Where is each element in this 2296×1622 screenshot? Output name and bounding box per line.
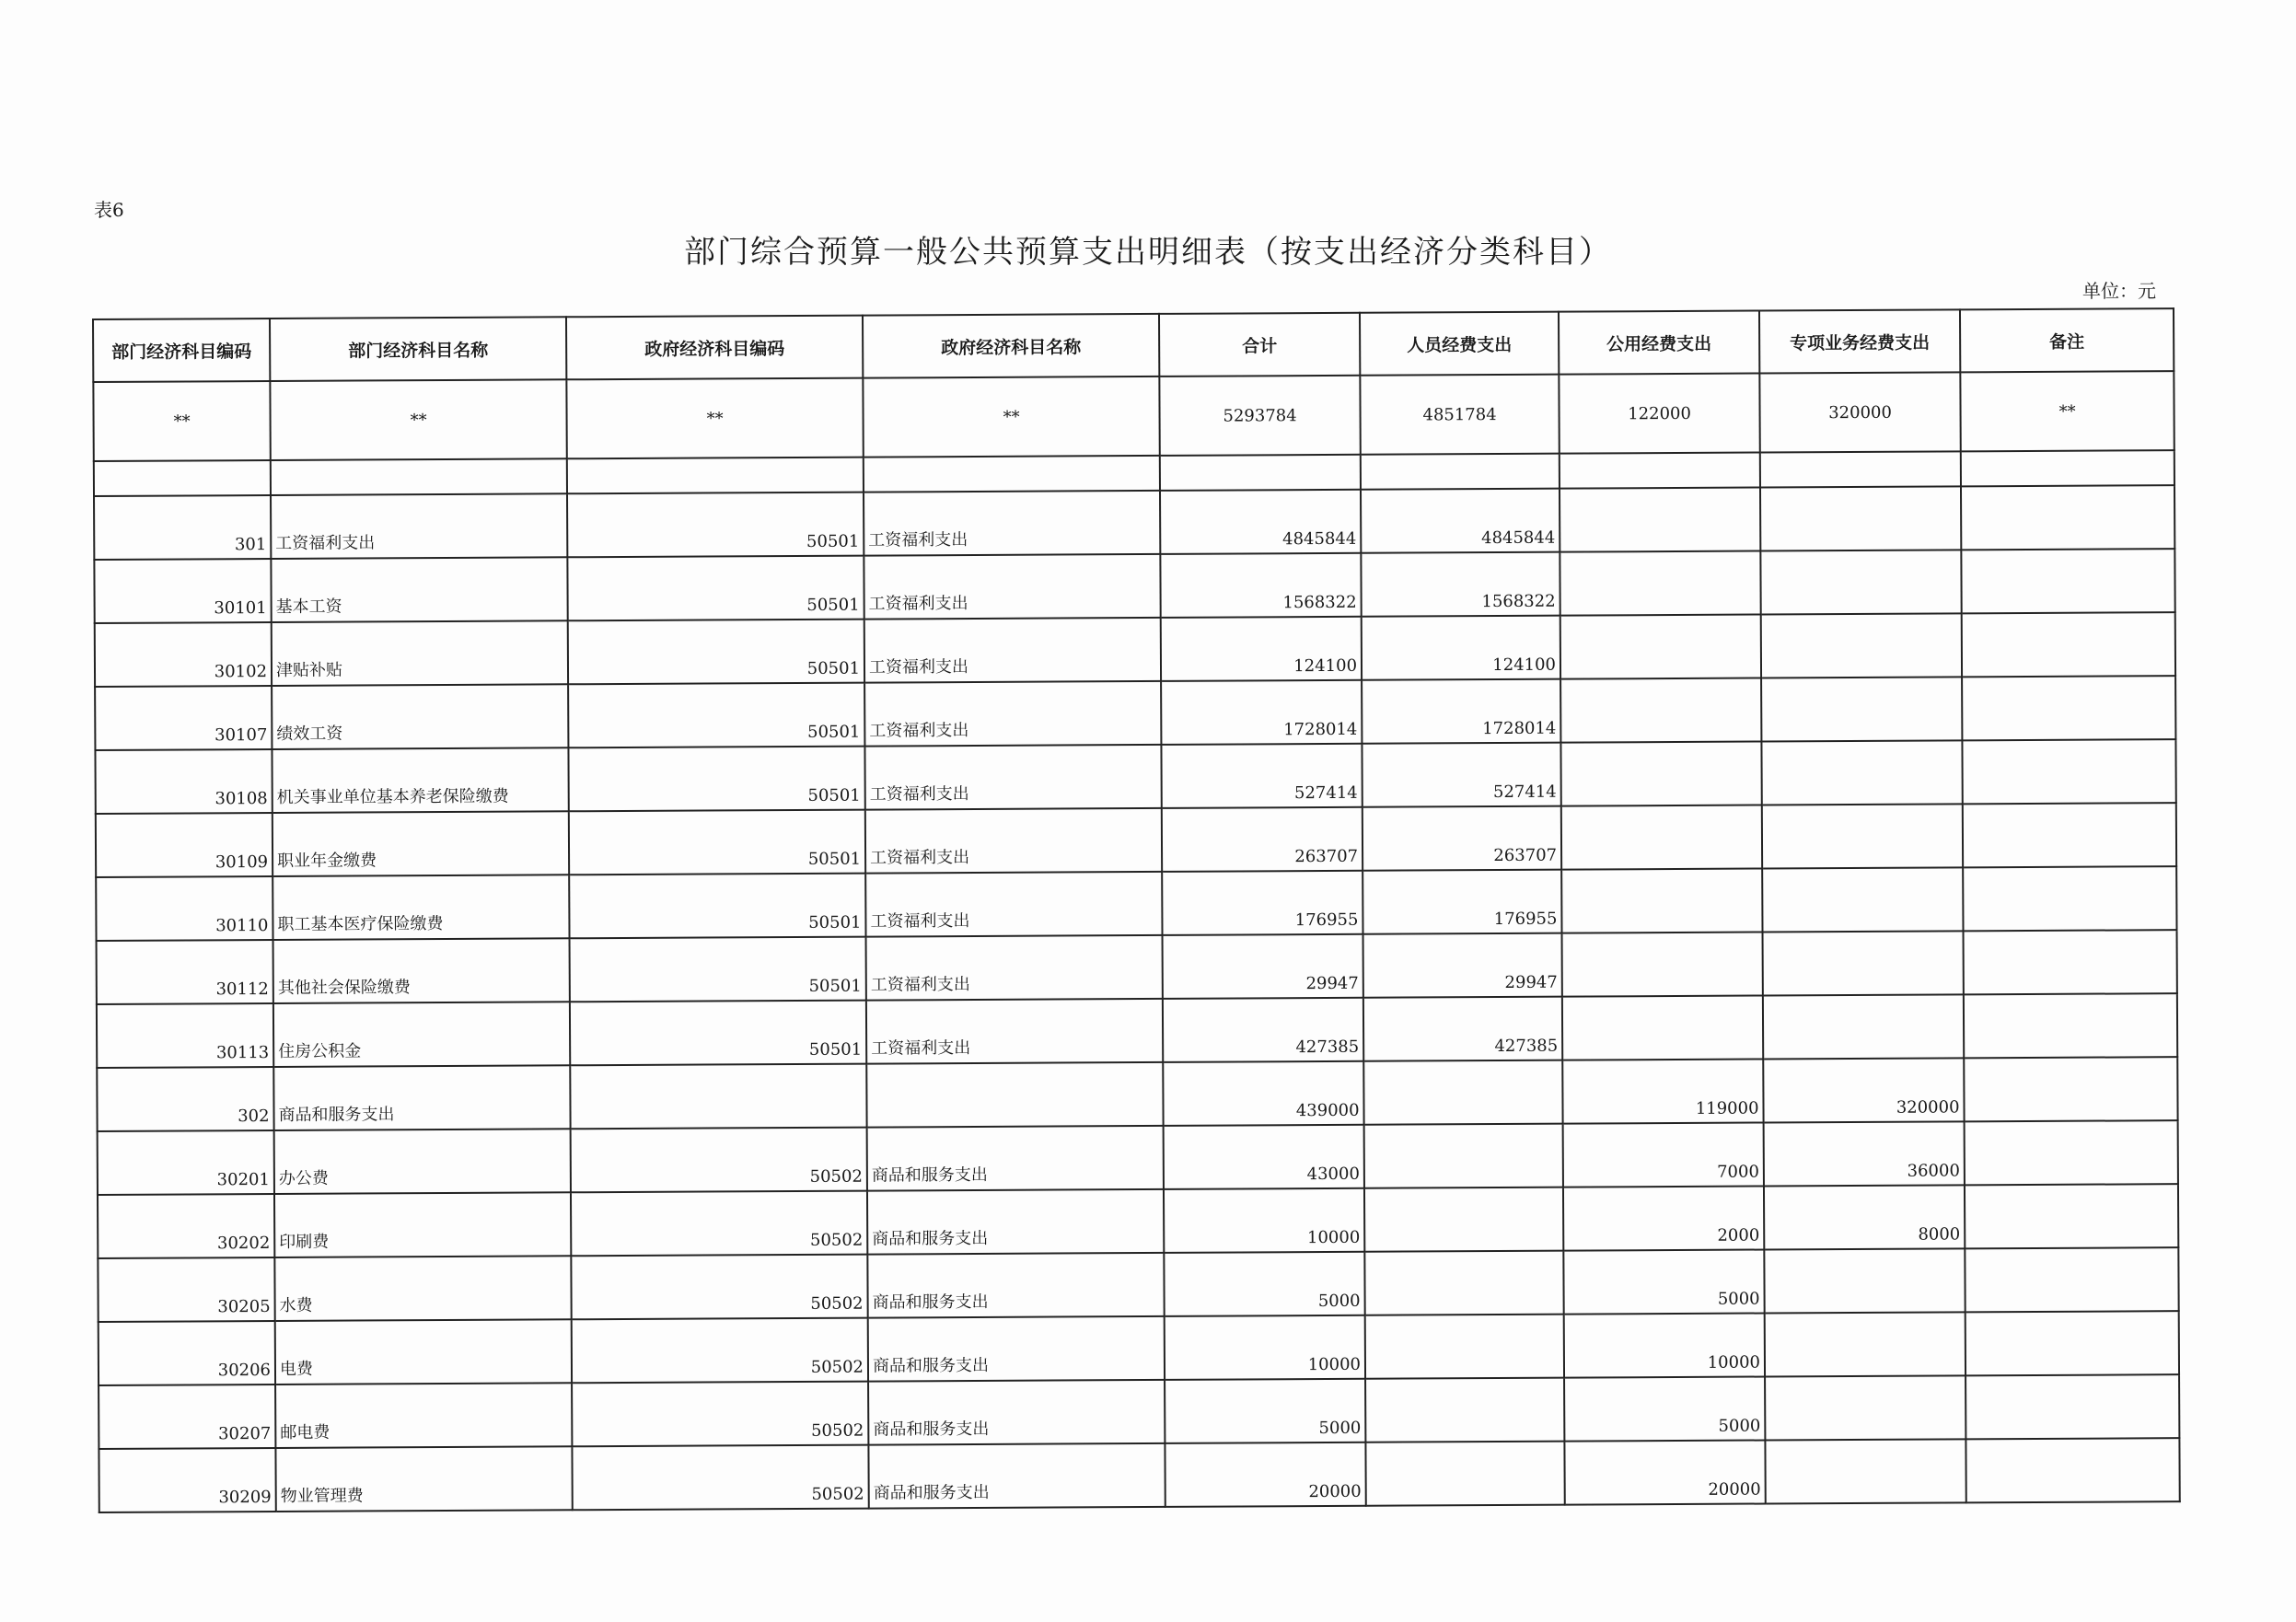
cell-total: 4845844 (1160, 490, 1361, 554)
cell-total: 263707 (1162, 807, 1363, 872)
cell-gov-code: 50502 (571, 1191, 867, 1257)
cell-dept-code: 30112 (97, 940, 273, 1004)
blank-cell (1560, 453, 1760, 489)
cell-note (1965, 1184, 2178, 1248)
header-special: 专项业务经费支出 (1759, 309, 1960, 373)
cell-special (1765, 1312, 1966, 1376)
totals-personnel: 4851784 (1360, 375, 1559, 455)
cell-total: 527414 (1161, 744, 1362, 808)
cell-dept-code: 30207 (99, 1384, 275, 1449)
table-row (98, 1184, 2178, 1258)
cell-special (1761, 740, 1962, 805)
cell-special (1761, 677, 1962, 741)
cell-dept-code: 30205 (98, 1257, 274, 1322)
cell-special (1761, 613, 1962, 678)
cell-gov-code: 50501 (569, 874, 865, 939)
cell-gov-name: 商品和服务支出 (867, 1189, 1164, 1255)
cell-public (1560, 678, 1761, 743)
cell-dept-code: 301 (94, 495, 271, 560)
cell-gov-name: 工资福利支出 (866, 935, 1163, 1001)
cell-dept-name: 工资福利支出 (271, 493, 567, 559)
header-public: 公用经费支出 (1559, 311, 1759, 375)
cell-personnel (1365, 1442, 1564, 1506)
unit-label: 单位：元 (2082, 280, 2156, 302)
cell-public: 2000 (1563, 1187, 1764, 1251)
header-total: 合计 (1159, 313, 1360, 377)
cell-dept-code: 30110 (96, 876, 273, 941)
cell-gov-name: 商品和服务支出 (867, 1253, 1164, 1318)
cell-dept-code: 30209 (99, 1448, 275, 1512)
cell-gov-code: 50502 (571, 1255, 867, 1320)
cell-personnel: 427385 (1363, 997, 1562, 1061)
table-number: 表6 (94, 199, 124, 221)
cell-note (1964, 930, 2177, 994)
cell-total: 1568322 (1160, 553, 1361, 618)
cell-personnel: 1728014 (1362, 679, 1560, 744)
cell-dept-name: 商品和服务支出 (273, 1065, 570, 1130)
cell-dept-name: 住房公积金 (273, 1002, 570, 1067)
cell-gov-code: 50501 (570, 937, 866, 1002)
blank-cell (1961, 450, 2174, 486)
cell-note (1966, 1311, 2179, 1375)
cell-total: 1728014 (1161, 680, 1362, 745)
cell-dept-code: 302 (97, 1067, 273, 1131)
table-row (95, 739, 2175, 814)
cell-total: 5000 (1165, 1379, 1365, 1443)
cell-total: 124100 (1161, 617, 1362, 681)
totals-special: 320000 (1759, 372, 1960, 452)
cell-personnel (1363, 1060, 1562, 1125)
cell-note (1963, 866, 2176, 931)
header-note: 备注 (1960, 308, 2174, 372)
cell-special (1760, 550, 1961, 614)
blank-cell (94, 460, 271, 496)
cell-gov-code: 50502 (571, 1128, 867, 1193)
cell-gov-name: 工资福利支出 (864, 681, 1161, 747)
cell-personnel: 4845844 (1361, 489, 1560, 553)
totals-gov-name: ** (863, 377, 1159, 458)
cell-personnel (1365, 1315, 1564, 1379)
blank-cell (567, 458, 864, 494)
header-personnel: 人员经费支出 (1360, 312, 1559, 376)
cell-dept-name: 印刷费 (274, 1192, 571, 1257)
cell-total: 427385 (1163, 998, 1363, 1062)
header-gov-code: 政府经济科目编码 (566, 316, 863, 380)
header-gov-name: 政府经济科目名称 (863, 314, 1159, 378)
cell-public: 20000 (1564, 1441, 1765, 1505)
cell-special (1762, 804, 1963, 868)
cell-public (1560, 551, 1760, 616)
cell-personnel: 1568322 (1361, 552, 1560, 617)
cell-total: 20000 (1165, 1442, 1365, 1507)
cell-gov-code: 50501 (568, 683, 864, 748)
table-row (98, 1247, 2178, 1322)
header-dept-name: 部门经济科目名称 (270, 317, 566, 381)
blank-cell (1160, 455, 1361, 491)
cell-gov-name (866, 1062, 1163, 1128)
cell-public (1562, 996, 1763, 1060)
cell-note (1961, 485, 2174, 550)
cell-gov-code: 50501 (567, 556, 864, 621)
cell-gov-code: 50502 (572, 1445, 868, 1511)
cell-dept-name: 邮电费 (275, 1383, 572, 1448)
cell-personnel: 176955 (1363, 870, 1561, 934)
cell-gov-name: 工资福利支出 (865, 808, 1162, 874)
cell-note (1962, 739, 2175, 804)
cell-gov-code: 50501 (568, 620, 864, 685)
totals-public: 122000 (1559, 374, 1759, 454)
cell-note (1965, 1247, 2178, 1312)
cell-public: 5000 (1563, 1250, 1764, 1315)
cell-public (1560, 615, 1761, 679)
header-dept-code: 部门经济科目编码 (93, 319, 270, 382)
cell-gov-name: 工资福利支出 (864, 745, 1161, 810)
totals-total: 5293784 (1159, 376, 1360, 456)
cell-public: 7000 (1563, 1123, 1764, 1188)
cell-special (1765, 1439, 1966, 1503)
totals-row (93, 371, 2174, 461)
cell-note (1962, 612, 2175, 677)
cell-gov-name: 工资福利支出 (864, 491, 1160, 556)
cell-gov-name: 工资福利支出 (866, 999, 1163, 1064)
cell-personnel: 124100 (1362, 616, 1560, 680)
cell-note (1966, 1438, 2179, 1502)
cell-dept-name: 办公费 (274, 1129, 571, 1194)
totals-dept-code: ** (93, 381, 270, 461)
cell-personnel: 263707 (1363, 806, 1561, 871)
blank-cell (1361, 454, 1560, 490)
cell-dept-code: 30109 (96, 813, 273, 877)
cell-dept-code: 30206 (99, 1321, 275, 1385)
cell-gov-name: 商品和服务支出 (868, 1316, 1165, 1382)
table-row (96, 803, 2176, 877)
cell-dept-code: 30202 (98, 1194, 274, 1258)
cell-total: 439000 (1163, 1061, 1363, 1126)
cell-total: 176955 (1162, 871, 1363, 935)
page-title: 部门综合预算一般公共预算支出明细表（按支出经济分类科目） (684, 234, 1612, 271)
cell-dept-name: 职工基本医疗保险缴费 (273, 875, 569, 940)
cell-personnel (1364, 1251, 1563, 1315)
cell-public (1561, 869, 1762, 933)
cell-total: 5000 (1164, 1252, 1364, 1316)
cell-note (1961, 549, 2174, 613)
cell-personnel (1365, 1378, 1564, 1442)
cell-personnel: 29947 (1363, 933, 1562, 998)
cell-special (1764, 1248, 1965, 1313)
cell-personnel (1364, 1124, 1563, 1188)
cell-note (1964, 1057, 2177, 1121)
cell-dept-name: 机关事业单位基本养老保险缴费 (272, 747, 568, 813)
cell-gov-code: 50502 (572, 1318, 868, 1384)
table-row (97, 993, 2177, 1068)
table-row (94, 485, 2174, 560)
cell-public: 5000 (1564, 1377, 1765, 1442)
header-row (93, 308, 2174, 382)
totals-dept-name: ** (270, 379, 566, 460)
cell-dept-code: 30108 (95, 749, 272, 814)
cell-special: 8000 (1764, 1185, 1965, 1249)
cell-dept-name: 绩效工资 (272, 684, 568, 749)
totals-note: ** (1960, 371, 2174, 451)
cell-total: 29947 (1163, 934, 1363, 999)
cell-public (1560, 488, 1760, 552)
cell-public (1560, 742, 1761, 806)
cell-dept-name: 水费 (274, 1256, 571, 1321)
cell-dept-code: 30113 (97, 1003, 273, 1068)
table-row (99, 1374, 2179, 1449)
cell-gov-name: 商品和服务支出 (867, 1126, 1164, 1191)
table-row (97, 1057, 2177, 1131)
cell-special (1760, 486, 1961, 550)
table-row (95, 612, 2175, 687)
cell-public: 119000 (1562, 1060, 1763, 1124)
table-row (97, 930, 2177, 1004)
cell-gov-code: 50501 (570, 1001, 866, 1066)
cell-gov-name: 商品和服务支出 (868, 1380, 1165, 1445)
cell-gov-code: 50501 (567, 492, 864, 558)
table-row (96, 866, 2176, 941)
cell-dept-name: 基本工资 (271, 557, 567, 622)
table-row (95, 676, 2175, 750)
cell-public (1562, 933, 1763, 997)
blank-cell (271, 458, 567, 495)
cell-note (1966, 1374, 2179, 1439)
cell-dept-code: 30102 (95, 622, 272, 687)
cell-special: 36000 (1764, 1121, 1965, 1186)
cell-dept-name: 电费 (275, 1319, 572, 1384)
table-row (94, 549, 2174, 623)
cell-dept-name: 其他社会保险缴费 (273, 938, 570, 1003)
cell-dept-name: 津贴补贴 (272, 620, 568, 686)
cell-note (1963, 803, 2176, 867)
budget-table (92, 307, 2181, 1513)
cell-gov-name: 工资福利支出 (864, 618, 1161, 683)
cell-note (1962, 676, 2175, 740)
cell-public: 10000 (1564, 1314, 1765, 1378)
cell-special (1765, 1375, 1966, 1440)
cell-gov-code: 50502 (572, 1382, 868, 1447)
cell-personnel: 527414 (1362, 743, 1560, 807)
cell-gov-name: 工资福利支出 (864, 554, 1160, 620)
table-row (99, 1311, 2179, 1385)
cell-special: 320000 (1763, 1058, 1964, 1122)
cell-special (1763, 931, 1964, 995)
cell-total: 43000 (1164, 1125, 1364, 1189)
cell-gov-name: 商品和服务支出 (868, 1443, 1165, 1509)
cell-gov-code (570, 1064, 866, 1130)
blank-cell (864, 456, 1160, 492)
cell-dept-code: 30101 (94, 559, 271, 623)
cell-dept-code: 30107 (95, 686, 272, 750)
cell-total: 10000 (1165, 1315, 1365, 1380)
cell-dept-code: 30201 (98, 1130, 274, 1195)
cell-gov-name: 工资福利支出 (865, 872, 1162, 937)
table-row (98, 1120, 2178, 1195)
cell-gov-code: 50501 (568, 747, 864, 812)
cell-public (1561, 805, 1762, 870)
cell-dept-name: 职业年金缴费 (273, 811, 569, 876)
cell-note (1964, 993, 2177, 1058)
blank-cell (1760, 451, 1961, 487)
cell-special (1763, 994, 1964, 1059)
cell-special (1762, 867, 1963, 932)
cell-personnel (1364, 1188, 1563, 1252)
cell-gov-code: 50501 (569, 810, 865, 875)
totals-gov-code: ** (566, 378, 863, 459)
cell-dept-name: 物业管理费 (275, 1446, 572, 1512)
table-row (99, 1438, 2179, 1512)
cell-note (1965, 1120, 2178, 1185)
cell-total: 10000 (1164, 1188, 1364, 1253)
